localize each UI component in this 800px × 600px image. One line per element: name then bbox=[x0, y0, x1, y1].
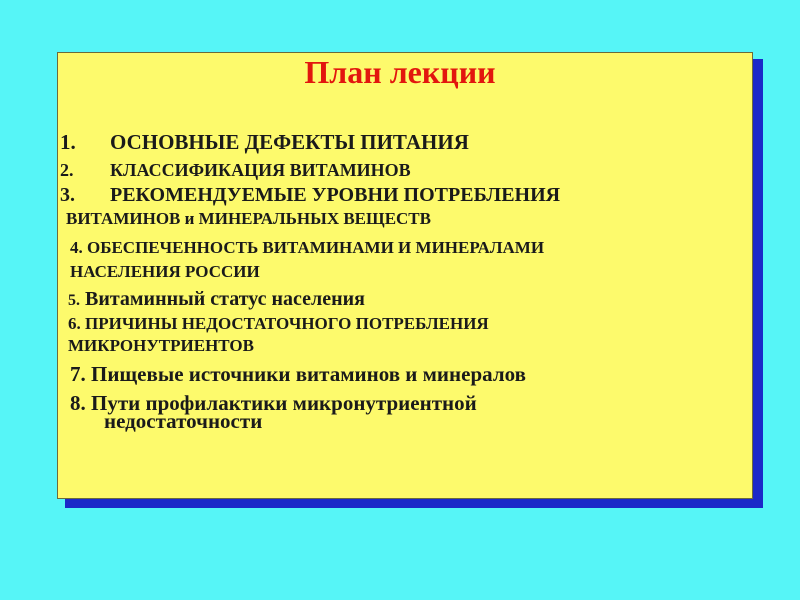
item-text: КЛАССИФИКАЦИЯ ВИТАМИНОВ bbox=[110, 160, 411, 180]
slide-title: План лекции bbox=[304, 54, 496, 90]
agenda-item-1 bbox=[60, 130, 469, 155]
item-text: Витаминный статус населения bbox=[85, 288, 365, 310]
agenda-item-3 bbox=[60, 184, 560, 207]
agenda-item-6-line-1: 6. ПРИЧИНЫ НЕДОСТАТОЧНОГО ПОТРЕБЛЕНИЯ bbox=[68, 314, 489, 333]
agenda-item-4-line-2: НАСЕЛЕНИЯ РОССИИ bbox=[70, 262, 260, 281]
agenda-item-5 bbox=[68, 288, 365, 311]
item-number: 2. bbox=[60, 160, 74, 180]
agenda-item-2 bbox=[60, 160, 411, 181]
item-number: 1. bbox=[60, 130, 76, 154]
agenda-item-8-line-1: 8. Пути профилактики микронутриентной bbox=[70, 391, 477, 415]
item-number: 5. bbox=[68, 292, 80, 309]
agenda-item-7: 7. Пищевые источники витаминов и минералов bbox=[70, 362, 526, 386]
item-number: 3. bbox=[60, 184, 75, 206]
agenda-item-4-line-1: 4. ОБЕСПЕЧЕННОСТЬ ВИТАМИНАМИ И МИНЕРАЛАМИ bbox=[70, 238, 545, 257]
item-text: РЕКОМЕНДУЕМЫЕ УРОВНИ ПОТРЕБЛЕНИЯ bbox=[110, 184, 561, 206]
agenda-item-8-line-2: недостаточности bbox=[104, 409, 263, 433]
agenda-item-6-line-2: МИКРОНУТРИЕНТОВ bbox=[68, 336, 254, 355]
agenda-item-3-continuation: ВИТАМИНОВ и МИНЕРАЛЬНЫХ ВЕЩЕСТВ bbox=[66, 209, 431, 228]
item-text: ОСНОВНЫЕ ДЕФЕКТЫ ПИТАНИЯ bbox=[110, 130, 469, 154]
